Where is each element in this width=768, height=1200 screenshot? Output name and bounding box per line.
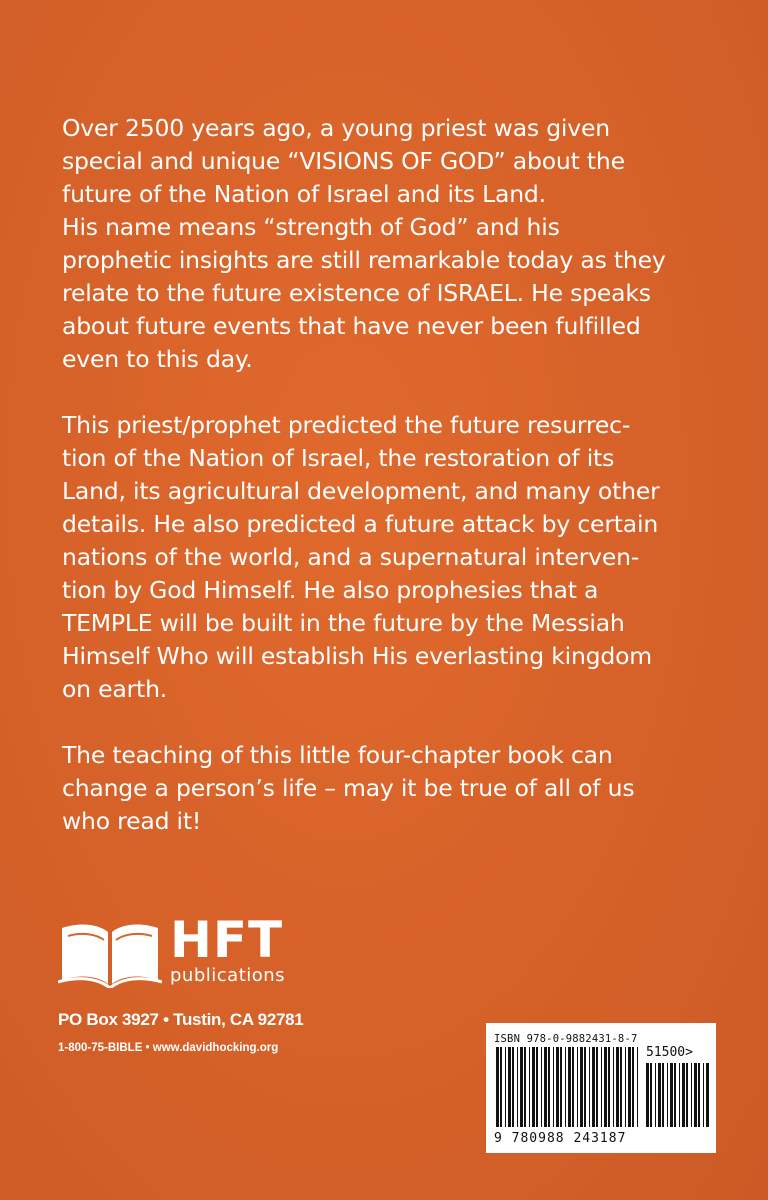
blurb-paragraph-2: This priest/prophet predicted the future resurrec- tion of the Nation of Israel, the restoration of its Land, its agricultural development, and many other details. He also predicted a future attack by certain nations of the world, and a supernatural interven- tion by God Himself. He also prophesies that a TEMPLE will be built in the future by the Messiah Himself Who will establish His everlasting kingdom on earth. xyxy=(62,411,660,703)
back-cover-blurb xyxy=(62,112,722,871)
publisher-subtitle: publications xyxy=(170,965,286,986)
blurb-paragraph-3: The teaching of this little four-chapter book can change a person’s life – may it be true of all of us who read it! xyxy=(62,741,635,835)
publisher-contact: 1-800-75-BIBLE • www.davidhocking.org xyxy=(58,1042,279,1054)
publisher-name: HFT xyxy=(170,911,284,969)
isbn-barcode xyxy=(486,1023,716,1153)
barcode-digits: 9 780988 243187 xyxy=(494,1131,627,1146)
open-book-icon xyxy=(58,920,162,988)
publisher-logo xyxy=(58,911,358,988)
price-code: 51500> xyxy=(646,1045,693,1060)
publisher-block xyxy=(58,911,358,1054)
isbn-label: ISBN 978-0-9882431-8-7 xyxy=(494,1033,638,1045)
publisher-brand xyxy=(170,911,286,986)
publisher-address: PO Box 3927 • Tustin, CA 92781 xyxy=(58,1010,304,1029)
blurb-paragraph-1: Over 2500 years ago, a young priest was given special and unique “VISIONS OF GOD” about the future of the Nation of Israel and its Land. His name means “strength of God” and his prophetic insights are still remarkable today as they relate to the future existence of ISRAEL. He speaks about future events that have never been fulfilled even to this day. xyxy=(62,114,666,373)
